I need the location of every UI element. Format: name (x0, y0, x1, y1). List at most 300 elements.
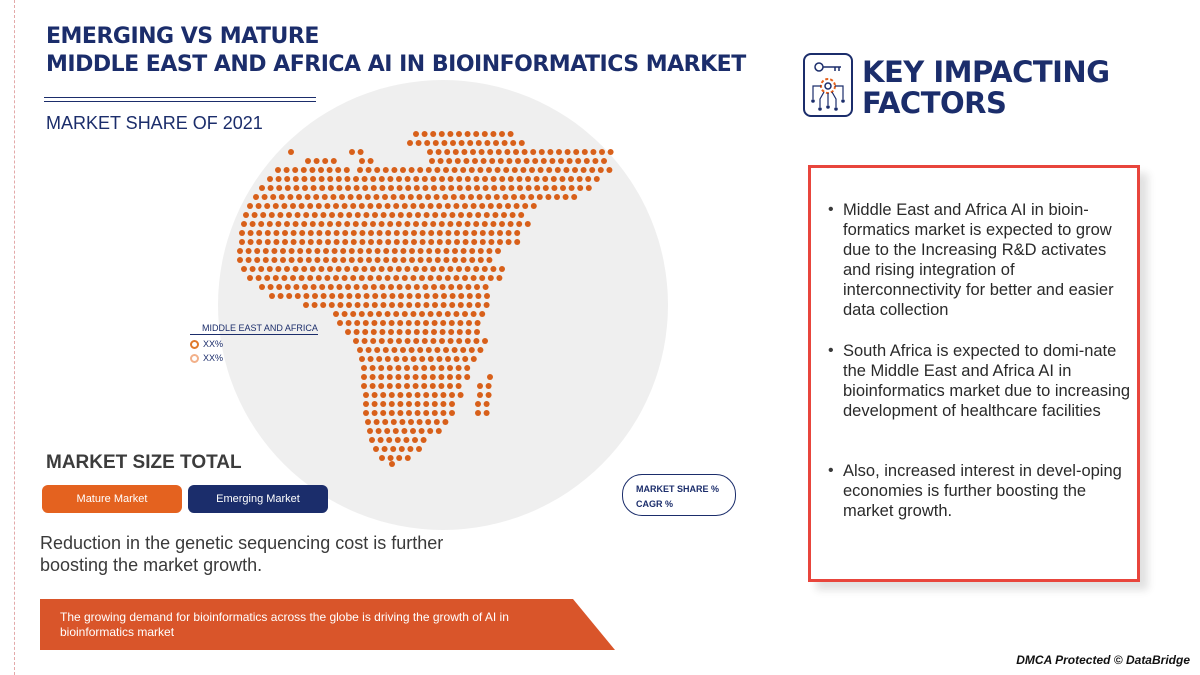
map-dot (471, 311, 477, 317)
map-dot (467, 140, 473, 146)
map-dot (522, 203, 528, 209)
map-dot (423, 410, 429, 416)
map-dot (486, 248, 492, 254)
map-dot (422, 284, 428, 290)
map-dot (319, 185, 325, 191)
map-dot (358, 149, 364, 155)
map-dot (514, 230, 520, 236)
map-dot (451, 194, 457, 200)
map-dot (441, 140, 447, 146)
map-dot (374, 167, 380, 173)
map-dot (389, 212, 395, 218)
map-dot (434, 167, 440, 173)
map-dot (475, 401, 481, 407)
map-dot (390, 446, 396, 452)
map-dot (349, 257, 355, 263)
mature-market-button[interactable]: Mature Market (42, 485, 182, 513)
map-dot (463, 230, 469, 236)
map-dot (354, 320, 360, 326)
map-dot (336, 221, 342, 227)
map-dot (465, 329, 471, 335)
map-dot (450, 140, 456, 146)
map-dot (404, 383, 410, 389)
map-dot (567, 158, 573, 164)
map-dot (417, 167, 423, 173)
map-dot (389, 461, 395, 467)
map-dot (422, 266, 428, 272)
map-dot (424, 140, 430, 146)
map-dot (435, 248, 441, 254)
map-dot (356, 194, 362, 200)
map-dot (452, 347, 458, 353)
banner-text: The growing demand for bioinformatics across the globe is driving the growth of AI in bioinformatics market (60, 610, 509, 639)
factor-text: South Africa is expected to domi-nate the Middle East and Africa AI in bioinformatics market due to increasing development of healthcare facilities (843, 342, 1131, 420)
map-dot (363, 392, 369, 398)
map-dot (327, 176, 333, 182)
map-dot (311, 185, 317, 191)
map-dot (340, 248, 346, 254)
map-dot (479, 203, 485, 209)
map-dot (397, 185, 403, 191)
map-dot (333, 311, 339, 317)
map-dot (367, 203, 373, 209)
map-dot (431, 185, 437, 191)
map-dot (308, 230, 314, 236)
map-dot (491, 176, 497, 182)
map-dot (452, 248, 458, 254)
map-dot (474, 284, 480, 290)
map-dot (398, 302, 404, 308)
map-dot (449, 212, 455, 218)
map-dot (411, 356, 417, 362)
map-dot (379, 284, 385, 290)
map-dot (259, 284, 265, 290)
map-dot (267, 266, 273, 272)
map-dot (359, 356, 365, 362)
legend-value: XX% (203, 339, 224, 349)
map-dot (375, 248, 381, 254)
map-dot (316, 230, 322, 236)
map-dot (469, 167, 475, 173)
map-dot (559, 176, 565, 182)
map-dot (534, 185, 540, 191)
map-dot (416, 194, 422, 200)
map-dot (376, 428, 382, 434)
map-dot (284, 167, 290, 173)
map-dot (370, 221, 376, 227)
map-dot (396, 221, 402, 227)
map-dot (461, 257, 467, 263)
map-dot (608, 149, 614, 155)
map-dot (387, 383, 393, 389)
map-dot (329, 293, 335, 299)
map-dot (440, 401, 446, 407)
map-dot (355, 212, 361, 218)
map-dot (519, 140, 525, 146)
map-dot (362, 176, 368, 182)
map-dot (250, 266, 256, 272)
map-dot (413, 176, 419, 182)
map-dot (263, 248, 269, 254)
map-dot (422, 131, 428, 137)
map-dot (402, 203, 408, 209)
map-dot (473, 131, 479, 137)
map-dot (455, 158, 461, 164)
map-dot (264, 275, 270, 281)
map-dot (359, 275, 365, 281)
map-dot (479, 149, 485, 155)
map-dot (265, 230, 271, 236)
map-dot (568, 176, 574, 182)
map-dot (406, 401, 412, 407)
map-dot (389, 302, 395, 308)
map-dot (355, 302, 361, 308)
map-dot (264, 203, 270, 209)
map-dot (376, 356, 382, 362)
map-dot (497, 230, 503, 236)
map-dot (373, 446, 379, 452)
map-dot (490, 131, 496, 137)
map-dot (310, 176, 316, 182)
map-dot (312, 293, 318, 299)
map-dot (379, 185, 385, 191)
map-dot (338, 212, 344, 218)
map-dot (513, 149, 519, 155)
map-dot (410, 428, 416, 434)
map-dot (371, 320, 377, 326)
map-dot (268, 185, 274, 191)
map-dot (286, 212, 292, 218)
map-dot (473, 221, 479, 227)
map-dot (357, 347, 363, 353)
map-dot (333, 203, 339, 209)
map-dot (525, 221, 531, 227)
map-dot (387, 176, 393, 182)
map-dot (422, 221, 428, 227)
map-dot (407, 446, 413, 452)
map-dot (409, 347, 415, 353)
map-dot (365, 419, 371, 425)
map-dot (301, 176, 307, 182)
map-dot (357, 257, 363, 263)
map-dot (575, 158, 581, 164)
map-dot (477, 347, 483, 353)
map-dot (301, 167, 307, 173)
map-dot (422, 185, 428, 191)
gear-key-circuit-icon (803, 53, 853, 117)
map-dot (406, 392, 412, 398)
map-dot (530, 149, 536, 155)
map-dot (508, 185, 514, 191)
map-dot (441, 293, 447, 299)
pie-segment-icon (190, 354, 199, 363)
map-dot (389, 401, 395, 407)
map-dot (387, 374, 393, 380)
map-dot (447, 221, 453, 227)
map-dot (586, 185, 592, 191)
map-dot (299, 203, 305, 209)
map-dot (331, 158, 337, 164)
map-dot (443, 167, 449, 173)
map-dot (492, 212, 498, 218)
map-dot (423, 320, 429, 326)
key-factors-title-line1: KEY IMPACTING (862, 55, 1110, 89)
key-factors-box (808, 165, 1140, 582)
map-dot (388, 284, 394, 290)
map-dot (506, 158, 512, 164)
map-dot (380, 302, 386, 308)
map-dot (413, 338, 419, 344)
map-dot (252, 212, 258, 218)
map-dot (512, 167, 518, 173)
map-dot (277, 212, 283, 218)
map-dot (387, 266, 393, 272)
map-dot (336, 176, 342, 182)
map-dot (275, 167, 281, 173)
map-dot (461, 149, 467, 155)
map-dot (312, 212, 318, 218)
map-dot (475, 410, 481, 416)
map-dot (415, 293, 421, 299)
map-dot (319, 176, 325, 182)
map-dot (316, 239, 322, 245)
map-dot (372, 401, 378, 407)
map-dot (581, 167, 587, 173)
map-dot (389, 410, 395, 416)
map-dot (462, 203, 468, 209)
map-dot (448, 185, 454, 191)
map-dot (472, 158, 478, 164)
map-dot (359, 203, 365, 209)
map-dot (344, 176, 350, 182)
map-dot (256, 239, 262, 245)
map-dot (457, 185, 463, 191)
map-dot (452, 167, 458, 173)
map-dot (452, 257, 458, 263)
map-dot (393, 428, 399, 434)
map-dot (247, 275, 253, 281)
map-dot (302, 185, 308, 191)
map-dot (357, 167, 363, 173)
map-dot (259, 185, 265, 191)
map-dot (457, 329, 463, 335)
map-dot (499, 176, 505, 182)
map-dot (432, 392, 438, 398)
map-dot (385, 239, 391, 245)
map-dot (477, 194, 483, 200)
map-dot (479, 311, 485, 317)
map-dot (379, 455, 385, 461)
map-dot (291, 239, 297, 245)
map-dot (432, 320, 438, 326)
map-dot (556, 149, 562, 155)
map-dot (345, 329, 351, 335)
map-dot (428, 203, 434, 209)
map-dot (327, 167, 333, 173)
map-dot (399, 446, 405, 452)
map-dot (278, 293, 284, 299)
bullet-icon: • (828, 201, 834, 218)
map-dot (338, 293, 344, 299)
map-dot (402, 275, 408, 281)
map-dot (368, 239, 374, 245)
emerging-market-button[interactable]: Emerging Market (188, 485, 328, 513)
map-dot (320, 212, 326, 218)
map-dot (419, 428, 425, 434)
map-dot (458, 212, 464, 218)
map-dot (482, 338, 488, 344)
map-dot (547, 149, 553, 155)
map-dot (253, 194, 259, 200)
map-dot (405, 329, 411, 335)
map-dot (412, 437, 418, 443)
map-dot (458, 392, 464, 398)
map-dot (440, 329, 446, 335)
map-dot (514, 203, 520, 209)
map-dot (431, 284, 437, 290)
map-dot (413, 374, 419, 380)
map-dot (440, 320, 446, 326)
map-dot (448, 176, 454, 182)
map-dot (351, 239, 357, 245)
map-dot (388, 455, 394, 461)
key-factors-title (862, 57, 1110, 119)
map-dot (589, 167, 595, 173)
map-dot (508, 221, 514, 227)
map-dot (474, 185, 480, 191)
map-dot (437, 239, 443, 245)
map-dot (449, 392, 455, 398)
map-dot (332, 248, 338, 254)
map-dot (281, 275, 287, 281)
map-dot (273, 239, 279, 245)
map-dot (421, 437, 427, 443)
map-dot (387, 365, 393, 371)
map-dot (362, 185, 368, 191)
map-dot (306, 257, 312, 263)
map-dot (510, 140, 516, 146)
map-dot (502, 194, 508, 200)
map-dot (415, 302, 421, 308)
map-dot (458, 293, 464, 299)
factor-text: Middle East and Africa AI in bioin-formatics market is expected to grow due to the Increasing R&D activates and rising integration of interconnectivity for better and easier data collection (843, 201, 1114, 319)
map-dot (325, 230, 331, 236)
map-dot (394, 230, 400, 236)
map-dot (430, 374, 436, 380)
map-dot (464, 365, 470, 371)
cagr-label: CAGR % (636, 499, 674, 509)
map-dot (292, 167, 298, 173)
map-dot (282, 239, 288, 245)
map-dot (342, 275, 348, 281)
map-dot (391, 419, 397, 425)
map-dot (443, 347, 449, 353)
map-dot (520, 194, 526, 200)
map-dot (495, 248, 501, 254)
map-dot (413, 131, 419, 137)
map-dot (267, 221, 273, 227)
map-dot (344, 266, 350, 272)
map-dot (342, 203, 348, 209)
map-dot (334, 230, 340, 236)
map-dot (505, 203, 511, 209)
map-dot (342, 239, 348, 245)
map-dot (427, 149, 433, 155)
map-dot (286, 293, 292, 299)
map-dot (393, 275, 399, 281)
map-dot (496, 275, 502, 281)
map-dot (490, 221, 496, 227)
map-dot (332, 257, 338, 263)
factor-item (828, 461, 1133, 521)
map-dot (353, 176, 359, 182)
map-dot (378, 383, 384, 389)
map-dot (282, 230, 288, 236)
map-dot (409, 167, 415, 173)
map-dot (413, 365, 419, 371)
map-dot (362, 338, 368, 344)
map-dot (456, 266, 462, 272)
map-dot (456, 131, 462, 137)
map-dot (555, 167, 561, 173)
map-dot (275, 266, 281, 272)
map-dot (434, 194, 440, 200)
map-dot (477, 383, 483, 389)
map-dot (353, 338, 359, 344)
map-dot (474, 329, 480, 335)
map-dot (471, 230, 477, 236)
map-dot (359, 311, 365, 317)
map-dot (470, 149, 476, 155)
map-dot (290, 275, 296, 281)
map-dot (406, 410, 412, 416)
map-dot (391, 347, 397, 353)
map-dot (311, 284, 317, 290)
map-dot (364, 293, 370, 299)
map-dot (400, 167, 406, 173)
map-dot (510, 212, 516, 218)
map-dot (320, 302, 326, 308)
map-dot (471, 203, 477, 209)
map-dot (385, 203, 391, 209)
map-dot (590, 149, 596, 155)
map-dot (506, 230, 512, 236)
map-dot (490, 266, 496, 272)
map-dot (418, 257, 424, 263)
map-dot (584, 158, 590, 164)
map-dot (380, 392, 386, 398)
map-dot (471, 275, 477, 281)
map-dot (301, 221, 307, 227)
map-dot (449, 401, 455, 407)
map-dot (353, 221, 359, 227)
map-dot (246, 248, 252, 254)
map-dot (430, 365, 436, 371)
map-dot (413, 383, 419, 389)
map-dot (379, 176, 385, 182)
map-dot (543, 185, 549, 191)
map-dot (349, 248, 355, 254)
map-dot (443, 257, 449, 263)
map-dot (529, 167, 535, 173)
map-dot (380, 401, 386, 407)
map-dot (473, 266, 479, 272)
map-dot (498, 158, 504, 164)
map-dot (571, 194, 577, 200)
map-dot (363, 212, 369, 218)
map-dot (318, 221, 324, 227)
map-dot (426, 347, 432, 353)
